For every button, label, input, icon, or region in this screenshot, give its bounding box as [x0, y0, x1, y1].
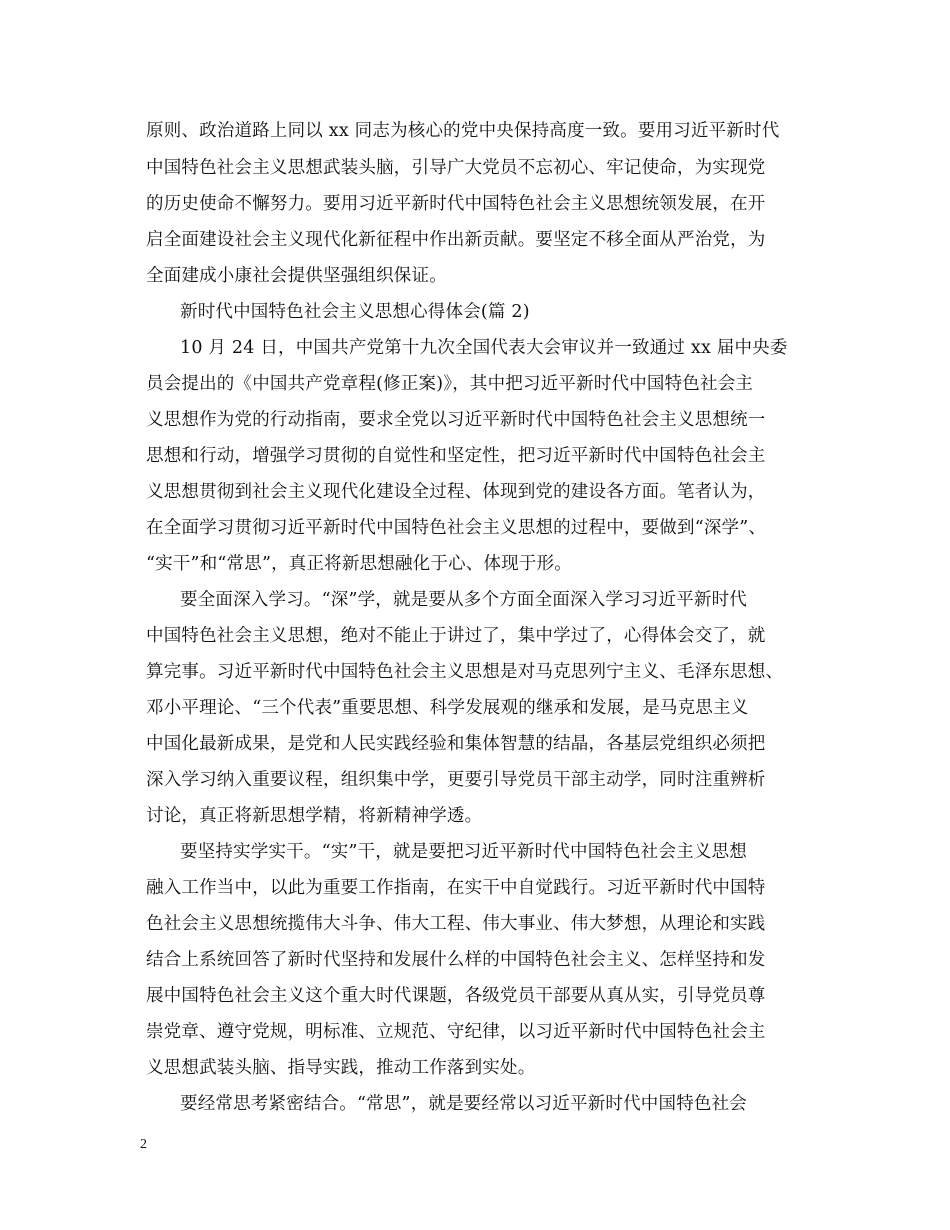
text-line: 启全面建设社会主义现代化新征程中作出新贡献。要坚定不移全面从严治党，为	[146, 230, 766, 250]
text-line: 中国化最新成果，是党和人民实践经验和集体智慧的结晶，各基层党组织必须把	[146, 734, 766, 754]
text-line: “实干”和“常思”，真正将新思想融化于心、体现于形。	[146, 554, 572, 574]
section-heading: 新时代中国特色社会主义思想心得体会(篇 2)	[180, 302, 530, 322]
text-line: 算完事。习近平新时代中国特色社会主义思想是对马克思列宁主义、毛泽东思想、	[146, 662, 784, 682]
text-line: 融入工作当中，以此为重要工作指南，在实干中自觉践行。习近平新时代中国特	[146, 878, 766, 898]
text-line: 义思想武装头脑、指导实践，推动工作落到实处。	[146, 1058, 536, 1078]
text-line: 思想和行动，增强学习贯彻的自觉性和坚定性，把习近平新时代中国特色社会主	[146, 446, 766, 466]
text-line: 讨论，真正将新思想学精，将新精神学透。	[146, 806, 483, 826]
text-line: 要全面深入学习。“深”学，就是要从多个方面全面深入学习习近平新时代	[180, 590, 747, 610]
text-line: 在全面学习贯彻习近平新时代中国特色社会主义思想的过程中，要做到“深学”、	[146, 518, 767, 538]
text-line: 崇党章、遵守党规，明标准、立规范、守纪律，以习近平新时代中国特色社会主	[146, 1022, 766, 1042]
text-line: 员会提出的《中国共产党章程(修正案)》，其中把习近平新时代中国特色社会主	[146, 374, 754, 394]
text-line: 结合上系统回答了新时代坚持和发展什么样的中国特色社会主义、怎样坚持和发	[146, 950, 766, 970]
text-line: 义思想贯彻到社会主义现代化建设全过程、体现到党的建设各方面。笔者认为，	[146, 482, 766, 502]
text-line: 色社会主义思想统揽伟大斗争、伟大工程、伟大事业、伟大梦想，从理论和实践	[146, 914, 766, 934]
text-line: 邓小平理论、“三个代表”重要思想、科学发展观的继承和发展，是马克思主义	[146, 698, 749, 718]
text-line: 中国特色社会主义思想，绝对不能止于讲过了，集中学过了，心得体会交了，就	[146, 626, 766, 646]
text-line: 原则、政治道路上同以 xx 同志为核心的党中央保持高度一致。要用习近平新时代	[146, 121, 780, 141]
text-line: 10 月 24 日，中国共产党第十九次全国代表大会审议并一致通过 xx 届中央委	[180, 338, 788, 358]
text-line: 展中国特色社会主义这个重大时代课题，各级党员干部要从真从实，引导党员尊	[146, 986, 766, 1006]
text-line: 要坚持实学实干。“实”干，就是要把习近平新时代中国特色社会主义思想	[180, 842, 747, 862]
text-line: 的历史使命不懈努力。要用习近平新时代中国特色社会主义思想统领发展，在开	[146, 194, 766, 214]
page-number: 2	[140, 1137, 147, 1152]
text-line: 中国特色社会主义思想武装头脑，引导广大党员不忘初心、牢记使命，为实现党	[146, 158, 766, 178]
text-line: 全面建成小康社会提供坚强组织保证。	[146, 266, 447, 286]
text-line: 要经常思考紧密结合。“常思”，就是要经常以习近平新时代中国特色社会	[180, 1094, 747, 1114]
text-line: 深入学习纳入重要议程，组织集中学，更要引导党员干部主动学，同时注重辨析	[146, 770, 766, 790]
text-line: 义思想作为党的行动指南，要求全党以习近平新时代中国特色社会主义思想统一	[146, 410, 766, 430]
